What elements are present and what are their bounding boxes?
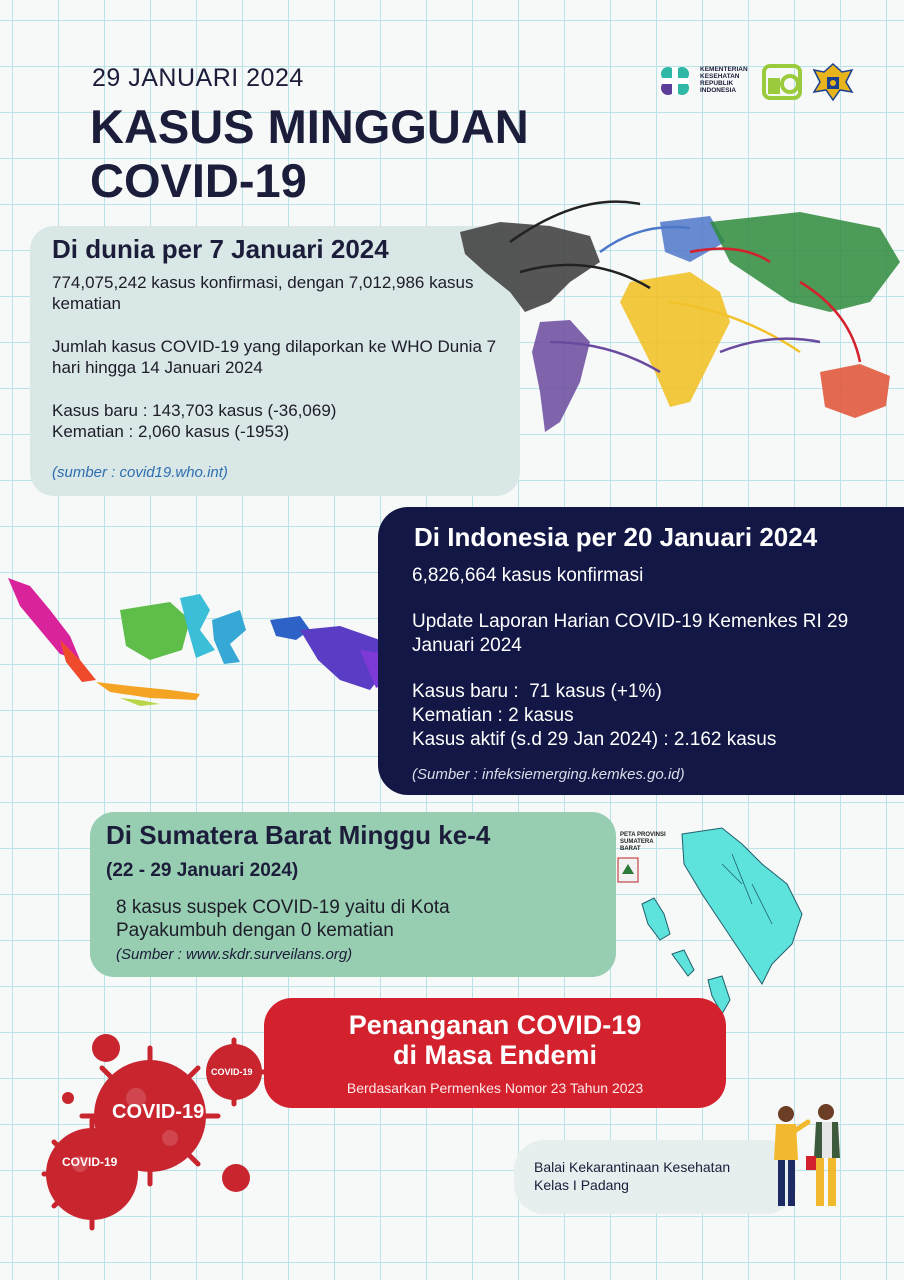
world-report-text: Jumlah kasus COVID-19 yang dilaporkan ke WHO Dunia 7 hari hingga 14 Januari 2024 <box>52 337 497 377</box>
world-map-icon <box>440 192 904 442</box>
sumbar-source: (Sumber : www.skdr.surveilans.org) <box>116 946 353 963</box>
virus-label-left: COVID-19 <box>62 1155 118 1169</box>
indonesia-deaths: Kematian : 2 kasus <box>412 705 574 726</box>
title-line-2: COVID-19 <box>90 154 307 207</box>
virus-label-big: COVID-19 <box>112 1101 205 1123</box>
world-new-cases: Kasus baru : 143,703 kasus (-36,069) <box>52 401 337 420</box>
indonesia-report-text: Update Laporan Harian COVID-19 Kemenkes RI 29 Januari 2024 <box>412 611 849 656</box>
sumbar-date-range: (22 - 29 Januari 2024) <box>106 860 299 881</box>
world-deaths: Kematian : 2,060 kasus (-1953) <box>52 422 290 441</box>
balai-line-2: Kelas I Padang <box>534 1177 629 1193</box>
indonesia-title: Di Indonesia per 20 Januari 2024 <box>414 522 818 552</box>
indonesia-new-cases: Kasus baru : 71 kasus (+1%) <box>412 681 662 702</box>
sumbar-cases-text: 8 kasus suspek COVID-19 yaitu di Kota Payakumbuh dengan 0 kematian <box>116 897 450 941</box>
sumbar-map-label: PETA PROVINSI SUMATERA BARAT <box>620 832 666 852</box>
indonesia-daily-stats <box>412 680 892 752</box>
indonesia-confirmed-text: 6,826,664 kasus konfirmasi <box>412 565 644 586</box>
endemic-handling-subtitle: Berdasarkan Permenkes Nomor 23 Tahun 2023 <box>346 1080 644 1096</box>
indonesia-map-icon <box>0 570 392 710</box>
people-illustration-icon <box>758 1100 858 1216</box>
hut-anniversary-logo-icon <box>762 62 802 102</box>
balai-line-1: Balai Kekarantinaan Kesehatan <box>534 1159 731 1175</box>
endemic-title-line-2: di Masa Endemi <box>392 1040 598 1070</box>
world-weekly-stats <box>52 400 502 442</box>
coronavirus-icon <box>30 1018 270 1248</box>
world-source: (sumber : covid19.who.int) <box>52 464 228 481</box>
endemic-title-line-1: Penanganan COVID-19 <box>348 1010 642 1040</box>
date-label: 29 JANUARI 2024 <box>92 64 304 92</box>
world-confirmed-text: 774,075,242 kasus konfirmasi, dengan 7,012,986 kasus kematian <box>52 273 474 313</box>
virus-label-small: COVID-19 <box>211 1067 253 1077</box>
endemic-handling-title <box>264 1010 726 1070</box>
indonesia-active-cases: Kasus aktif (s.d 29 Jan 2024) : 2.162 kasus <box>412 729 777 750</box>
world-title: Di dunia per 7 Januari 2024 <box>52 234 389 264</box>
sumbar-title: Di Sumatera Barat Minggu ke-4 <box>106 820 491 850</box>
garuda-emblem-icon <box>812 62 854 102</box>
kemenkes-logo-text: KEMENTERIAN KESEHATAN REPUBLIK INDONESIA <box>700 66 748 94</box>
title-line-1: KASUS MINGGUAN <box>90 100 529 153</box>
indonesia-source: (Sumber : infeksiemerging.kemkes.go.id) <box>412 766 685 783</box>
sumatera-barat-map-icon <box>612 824 812 1024</box>
balai-name <box>534 1158 774 1194</box>
